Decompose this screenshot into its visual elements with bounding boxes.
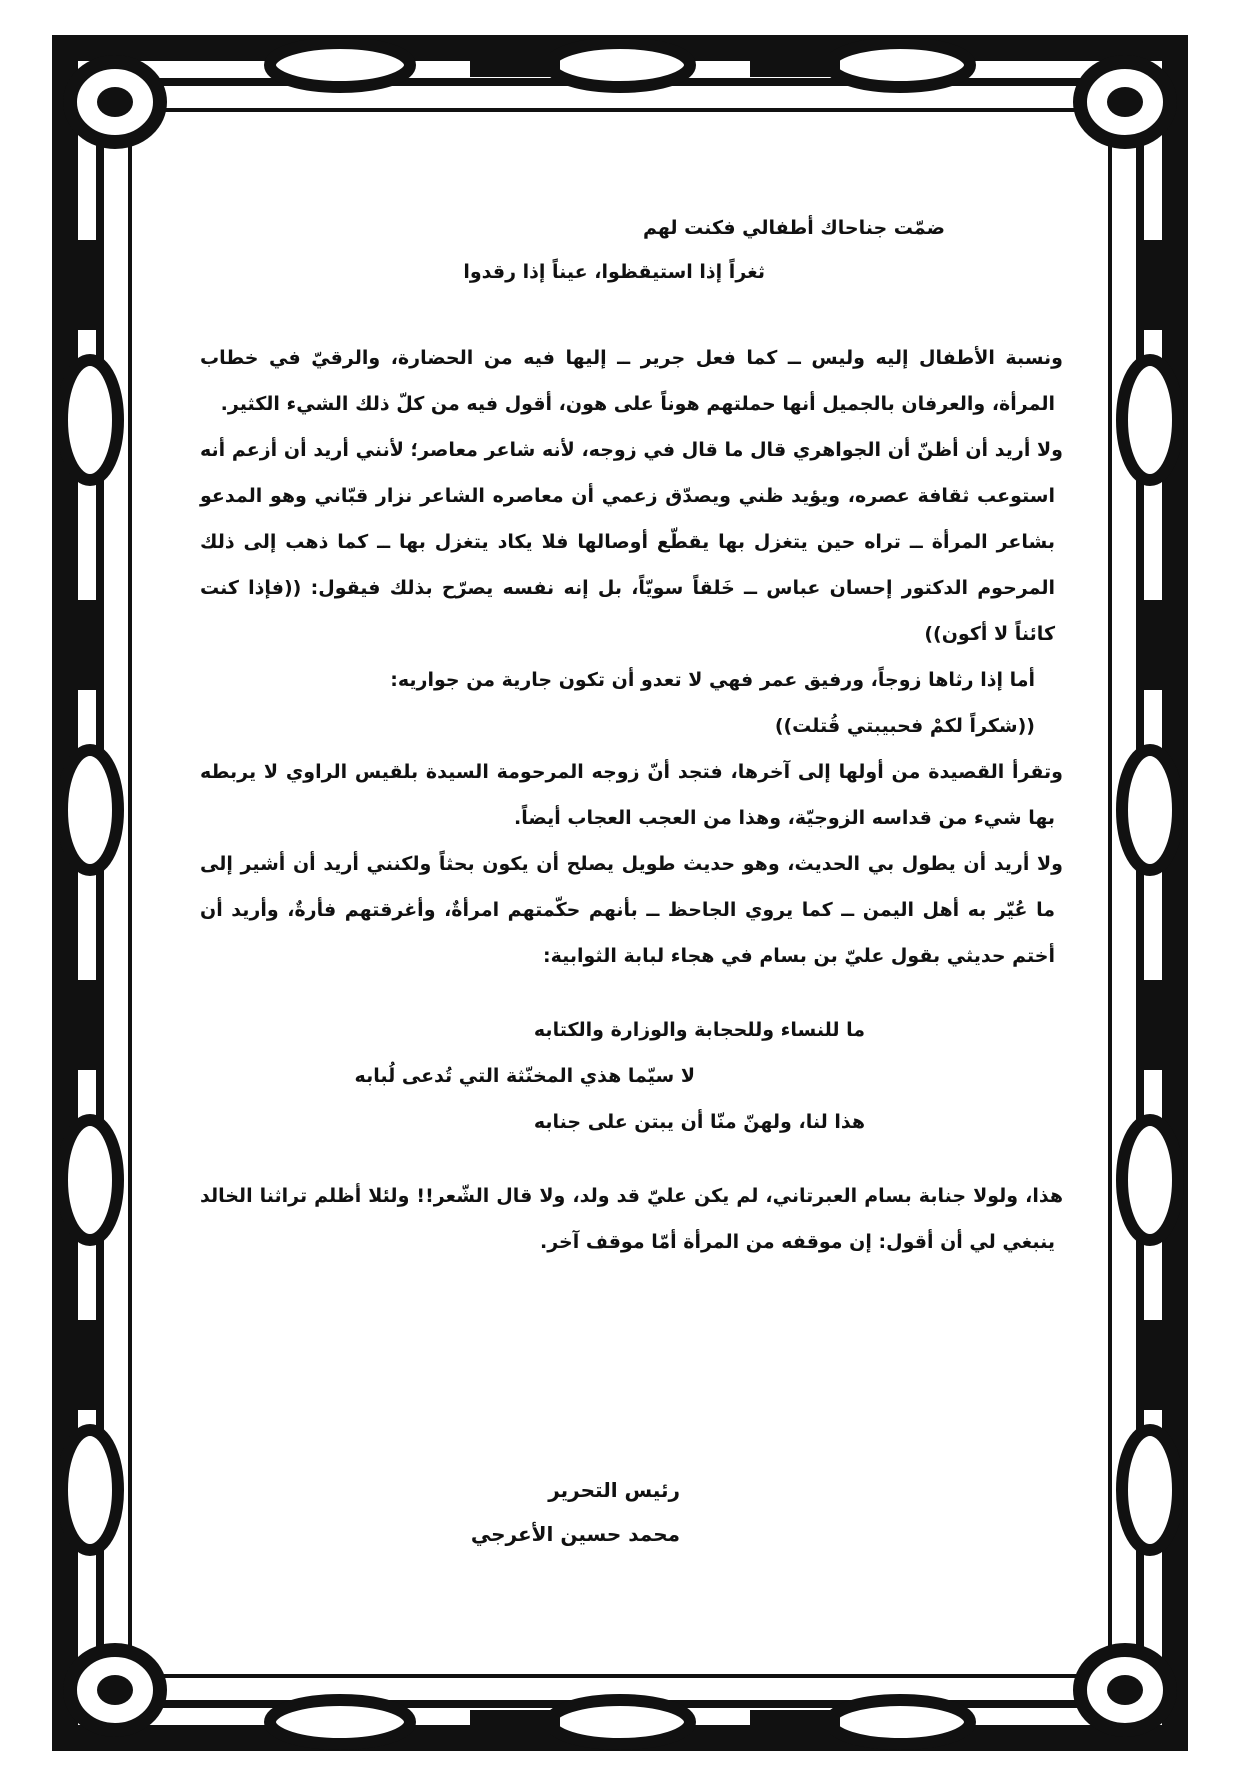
paragraph-3: أما إذا رثاها زوجاً، ورفيق عمر فهي لا تعدو أن تكون جارية من جواريه: bbox=[390, 669, 1035, 691]
poem-line-3: هذا لنا، ولهنّ منّا أن يبتن على جنابه bbox=[533, 1111, 865, 1133]
paragraph-6: هذا، ولولا جنابة بسام العبرتاني، لم يكن عليّ قد ولد، ولا قال الشّعر!! ولئلا أظلم تراثنا الخالد ينبغي لي أن أقول: إن موقفه من المرأة أمّا موقف آخر. bbox=[200, 1185, 1063, 1253]
signature-title: رئيس التحرير bbox=[548, 1478, 680, 1502]
paragraph-4: وتقرأ القصيدة من أولها إلى آخرها، فتجد أنّ زوجه المرحومة السيدة بلقيس الراوي لا يربطه بها شيء من قداسه الزوجيّة، وهذا من العجب العجاب أيضاً. bbox=[200, 761, 1063, 829]
quoted-verse: ((شكراً لكمْ فحبيبتي قُتلت)) bbox=[774, 715, 1035, 737]
signature-name: محمد حسين الأعرجي bbox=[470, 1522, 680, 1546]
paragraph-1: ونسبة الأطفال إليه وليس ــ كما فعل جرير ــ إليها فيه من الحضارة، والرقيّ في خطاب المرأة، والعرفان بالجميل أنها حملتهم هوناً على هون، أقول فيه من كلّ ذلك الشيء الكثير. bbox=[200, 347, 1063, 415]
poem-line-1: ما للنساء وللحجابة والوزارة والكتابه bbox=[533, 1019, 865, 1041]
opening-verse-line-2: ثغراً إذا استيقظوا، عيناً إذا رقدوا bbox=[463, 261, 765, 283]
paragraph-5: ولا أريد أن يطول بي الحديث، وهو حديث طويل يصلح أن يكون بحثاً ولكنني أريد أن أشير إلى ما عُيّر به أهل اليمن ــ كما يروي الجاحظ ــ بأنهم حكّمتهم امرأةٌ، وأغرقتهم فأرةٌ، وأريد أن أختم حديثي بقول عليّ بن بسام في هجاء لبابة الثوابية: bbox=[200, 853, 1063, 967]
opening-verse-line-1: ضمّت جناحاك أطفالي فكنت لهم bbox=[642, 217, 945, 239]
letter-body bbox=[200, 205, 1063, 1265]
poem-line-2: لا سيّما هذي المخنّثة التي تُدعى لُبابه bbox=[354, 1065, 695, 1087]
paragraph-2: ولا أريد أن أظنّ أن الجواهري قال ما قال في زوجه، لأنه شاعر معاصر؛ لأنني أريد أن أزعم أنه استوعب ثقافة عصره، ويؤيد ظني ويصدّق زعمي أن معاصره الشاعر نزار قبّاني وهو المدعو بشاعر المرأة ــ تراه حين يتغزل بها يقطّع أوصالها فلا يكاد يتغزل بها ــ كما ذهب إلى ذلك المرحوم الدكتور إحسان عباس ــ خَلقاً سويّاً، بل إنه نفسه يصرّح بذلك فيقول: ((فإذا كنت كائناً لا أكون)) bbox=[200, 439, 1063, 645]
